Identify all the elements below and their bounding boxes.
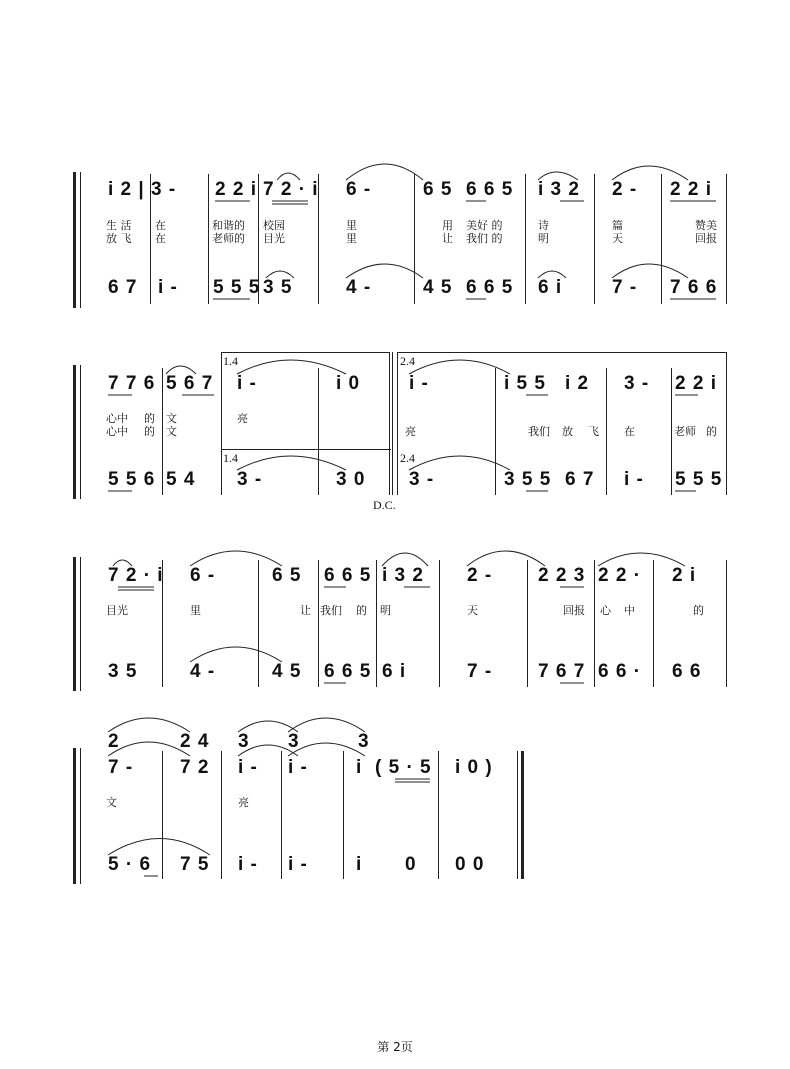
barline: [221, 751, 222, 879]
lyric: 亮: [405, 425, 416, 438]
harmony-note: 6 6 5: [324, 661, 372, 682]
barline: [726, 174, 727, 304]
harmony-note: 6 i: [538, 277, 563, 298]
lyric: 目光: [263, 232, 285, 245]
lyric: 里: [346, 219, 357, 232]
slur: [346, 264, 423, 278]
harmony-note: 5 4: [166, 469, 196, 490]
barline: [343, 751, 344, 879]
barline: [439, 560, 440, 687]
volta-label-2-lower: 2.4: [400, 451, 415, 465]
harmony-note: 6 7: [108, 277, 138, 298]
lyric: 里: [190, 604, 201, 617]
lyric: 生 活: [106, 219, 132, 232]
melody-note: i -: [409, 373, 429, 394]
slur: [190, 551, 282, 566]
slur: [108, 742, 190, 756]
harmony-note: 6 6: [672, 661, 702, 682]
barline: [671, 368, 672, 495]
system-bracket-thin: [80, 748, 81, 884]
slur: [612, 264, 688, 278]
upper-note: 3: [288, 731, 300, 752]
barline: [162, 368, 163, 495]
lyric: 文: [166, 412, 177, 425]
system-bracket-thin: [80, 365, 81, 499]
lyric: 目光: [106, 604, 128, 617]
lyric: 的: [693, 604, 704, 617]
slur: [190, 647, 282, 662]
barline: [594, 560, 595, 687]
melody-note: i -: [288, 757, 308, 778]
harmony-note: i -: [288, 854, 308, 875]
melody-note: 6 5: [423, 179, 453, 200]
volta-label-1: 1.4: [223, 354, 238, 368]
melody-note: i: [356, 757, 363, 778]
upper-note: 2 4: [180, 731, 210, 752]
slur: [108, 718, 190, 732]
lyric: 文: [166, 425, 177, 438]
harmony-note: 6 7: [565, 469, 595, 490]
harmony-note: 3 5 5: [504, 469, 552, 490]
barline: [527, 560, 528, 687]
melody-note: 2 2 i: [215, 179, 257, 200]
barline: [376, 560, 377, 687]
lyric: 天: [467, 604, 478, 617]
melody-note: 6 -: [346, 179, 372, 200]
lyric: 的: [356, 604, 367, 617]
volta-label-1-lower: 1.4: [223, 451, 238, 465]
melody-note: i 5 5: [504, 373, 546, 394]
upper-note: 2: [108, 731, 120, 752]
harmony-note: 3 5: [263, 277, 293, 298]
barline: [525, 174, 526, 304]
harmony-note: 5 5 5: [675, 469, 723, 490]
harmony-note: 6 i: [382, 661, 407, 682]
melody-note: 2 i: [672, 565, 697, 586]
barline: [318, 368, 319, 495]
melody-note: 6 6 5: [466, 179, 514, 200]
barline: [726, 560, 727, 687]
volta-bracket-1: [221, 352, 390, 353]
melody-note: 6 -: [190, 565, 216, 586]
melody-note: 6 5: [272, 565, 302, 586]
lyric: 心中: [106, 425, 128, 438]
system-bracket: [73, 557, 76, 691]
harmony-note: 3 5: [108, 661, 138, 682]
harmony-note: 7 -: [612, 277, 638, 298]
lyric: 诗: [538, 219, 549, 232]
harmony-note: 0: [405, 854, 417, 875]
lyric: 在: [155, 219, 166, 232]
lyric: 的: [144, 425, 155, 438]
lyric: 美好 的: [466, 219, 503, 232]
system-bracket: [73, 748, 76, 884]
harmony-note: 4 5: [272, 661, 302, 682]
slur: [108, 839, 210, 856]
harmony-note: 3 0: [336, 469, 366, 490]
melody-note: 2 -: [467, 565, 493, 586]
harmony-note: 5 5 6: [108, 469, 156, 490]
volta-label-2: 2.4: [400, 354, 415, 368]
melody-note: 5 6 7: [166, 373, 214, 394]
barline: [318, 560, 319, 687]
lyric: 天: [612, 232, 623, 245]
melody-note: 6 6 5: [324, 565, 372, 586]
barline: [397, 352, 398, 495]
lyric: 回报: [563, 604, 585, 617]
lyric: 回报: [695, 232, 717, 245]
lyric: 放 飞: [106, 232, 132, 245]
lyric: 心: [600, 604, 611, 617]
slur: [612, 166, 688, 180]
lyric: 心中: [106, 412, 128, 425]
lyric: 校园: [263, 219, 285, 232]
system-bracket: [73, 365, 76, 499]
barline: [606, 368, 607, 495]
barline: [661, 174, 662, 304]
final-barline-thick: [521, 751, 524, 879]
melody-note: i 2: [565, 373, 590, 394]
lyric: 在: [624, 425, 635, 438]
harmony-note: i: [356, 854, 363, 875]
lyric: 放: [562, 425, 573, 438]
lyric: 在: [155, 232, 166, 245]
volta-bracket-2: [397, 352, 726, 353]
volta-bracket-1-lower: [221, 449, 391, 450]
melody-note: i -: [238, 757, 258, 778]
lyric: 亮: [238, 796, 249, 809]
harmony-note: 5 5 5: [213, 277, 261, 298]
melody-note: 7 7 6: [108, 373, 156, 394]
slur: [288, 718, 365, 732]
barline: [438, 751, 439, 879]
harmony-note: 7 5: [180, 854, 210, 875]
page-number: 第 2页: [377, 1040, 413, 1054]
lyric: 让: [300, 604, 311, 617]
barline: [594, 174, 595, 304]
lyric: 文: [106, 796, 117, 809]
lyric: 的: [706, 425, 717, 438]
barline-double: [392, 352, 393, 495]
melody-note: 7 -: [108, 757, 134, 778]
upper-note: 3: [358, 731, 370, 752]
harmony-note: 3 -: [237, 469, 263, 490]
barline: [495, 368, 496, 495]
harmony-note: 5 · 6: [108, 854, 152, 875]
melody-note: 2 2 i: [670, 179, 712, 200]
lyric: 明: [538, 232, 549, 245]
lyric: 明: [380, 604, 391, 617]
melody-note: i 3 2: [382, 565, 424, 586]
melody-note: i -: [237, 373, 257, 394]
barline: [653, 560, 654, 687]
barline: [258, 560, 259, 687]
system-bracket-thin: [80, 172, 81, 308]
melody-note: 2 2 i: [675, 373, 717, 394]
lyric: 我们: [320, 604, 342, 617]
lyric: 亮: [237, 412, 248, 425]
harmony-note: i -: [238, 854, 258, 875]
harmony-note: i -: [158, 277, 178, 298]
lyric: 老师的: [212, 232, 245, 245]
lyric: 我们: [528, 425, 550, 438]
melody-note: i 0: [336, 373, 361, 394]
barline: [281, 751, 282, 879]
final-barline-thin: [517, 751, 518, 879]
melody-note: 2 2 ·: [598, 565, 642, 586]
slur: [237, 456, 346, 470]
barline: [208, 174, 209, 304]
lyric: 和谐的: [212, 219, 245, 232]
lyric: 用: [442, 219, 453, 232]
melody-note: i 3 2: [538, 179, 580, 200]
melody-note: i 0 ): [455, 757, 493, 778]
barline-double: [389, 352, 390, 495]
harmony-note: i -: [624, 469, 644, 490]
harmony-note: 6 6 ·: [598, 661, 642, 682]
harmony-note: 7 -: [467, 661, 493, 682]
system-bracket-thin: [80, 557, 81, 691]
lyric: 里: [346, 232, 357, 245]
melody-note: ( 5 · 5: [375, 757, 432, 778]
harmony-note: 3 -: [409, 469, 435, 490]
slur: [467, 551, 545, 566]
barline: [414, 174, 415, 304]
dc-marking: D.C.: [373, 498, 396, 512]
harmony-note: 7 6 6: [670, 277, 718, 298]
barline: [162, 751, 163, 879]
system-bracket: [73, 172, 76, 308]
lyric: 我们 的: [466, 232, 503, 245]
harmony-note: 4 -: [190, 661, 216, 682]
upper-note: 3: [238, 731, 250, 752]
harmony-note: 4 5: [423, 277, 453, 298]
melody-note: 7 2 · i: [108, 565, 164, 586]
slur: [237, 360, 346, 374]
melody-note: 3 -: [624, 373, 650, 394]
barline: [221, 352, 222, 495]
melody-note: 2 2 3: [538, 565, 586, 586]
melody-note: 7 2 · i: [263, 179, 319, 200]
lyric: 赞美: [695, 219, 717, 232]
melody-note: 2 -: [612, 179, 638, 200]
barline: [726, 352, 727, 495]
lyric: 老师: [674, 425, 696, 438]
harmony-note: 0 0: [455, 854, 485, 875]
lyric: 让: [442, 232, 453, 245]
melody-note: 7 2: [180, 757, 210, 778]
harmony-note: 7 6 7: [538, 661, 586, 682]
harmony-note: 6 6 5: [466, 277, 514, 298]
lyric: 中: [624, 604, 635, 617]
lyric: 篇: [612, 219, 623, 232]
slur: [346, 164, 423, 180]
harmony-note: 4 -: [346, 277, 372, 298]
lyric: 的: [144, 412, 155, 425]
melody-note: i 2 | 3 -: [108, 179, 177, 200]
lyric: 飞: [588, 425, 599, 438]
